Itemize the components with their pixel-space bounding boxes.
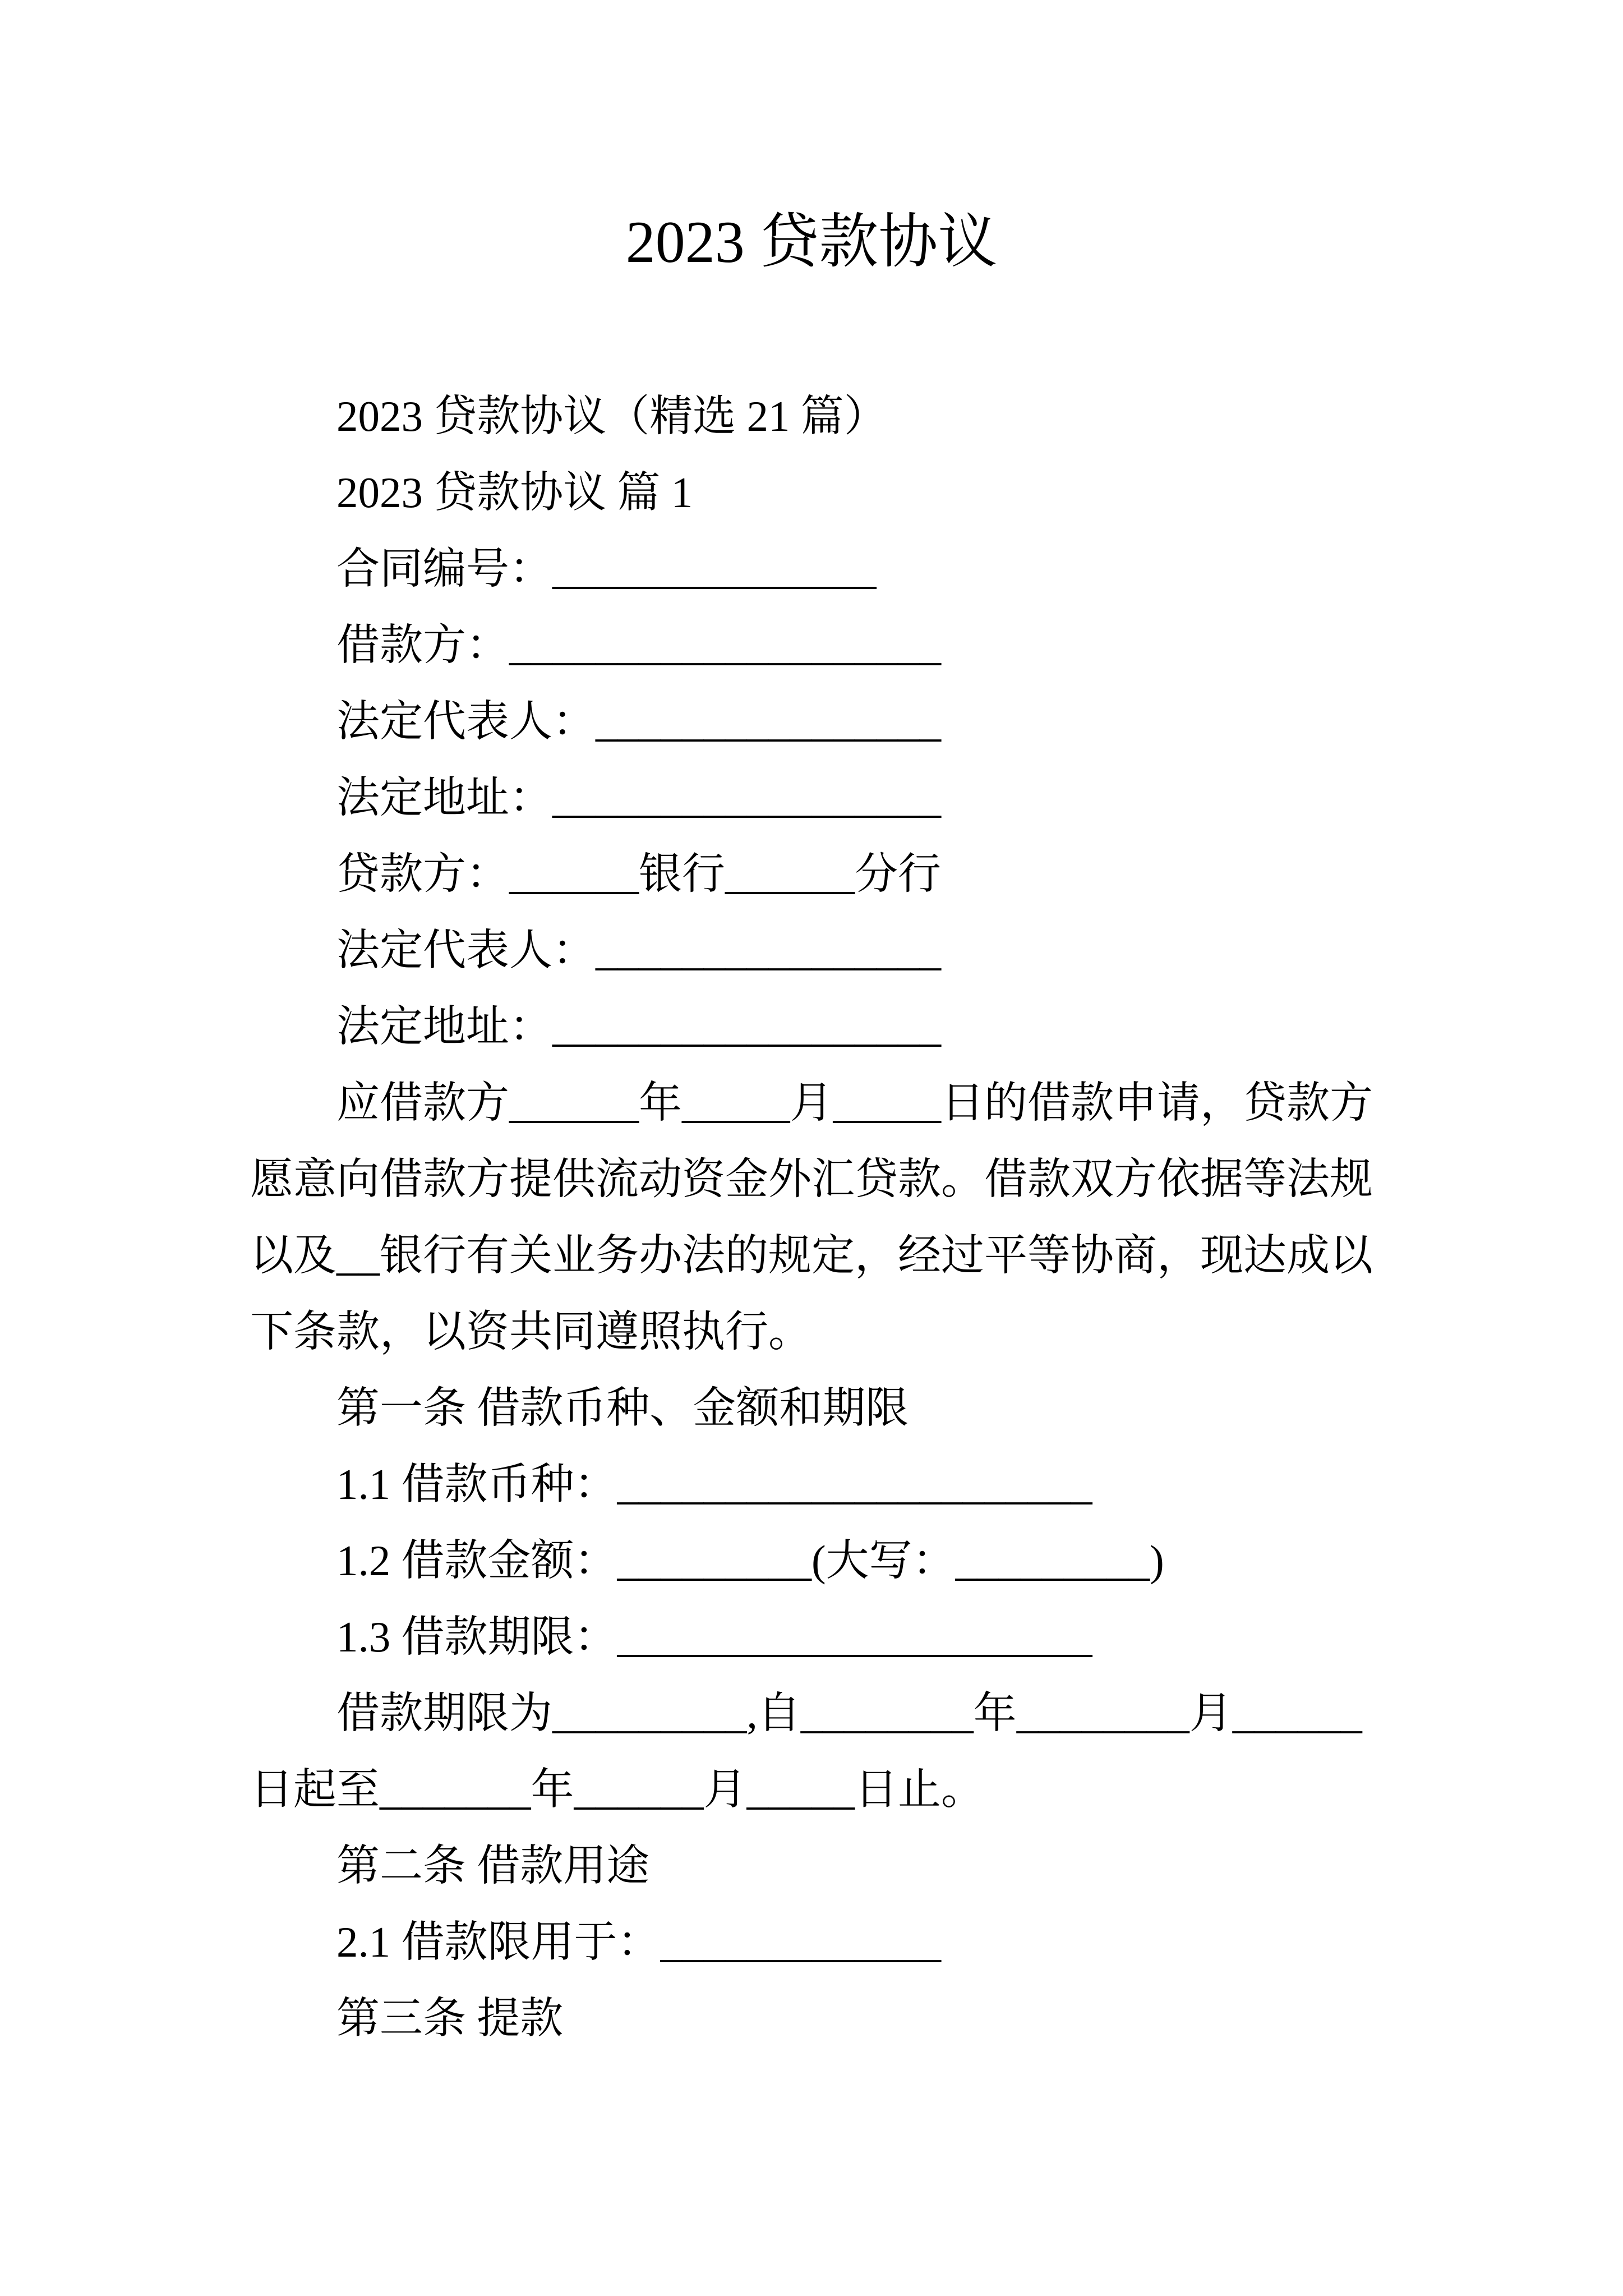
lender-address-field: 法定地址：__________________ — [336, 1002, 941, 1051]
loan-term-paragraph — [250, 1675, 1389, 1828]
document-body — [250, 378, 1389, 2056]
borrower-legal-rep-field: 法定代表人：________________ — [336, 697, 941, 746]
preamble-paragraph — [250, 1065, 1389, 1370]
collection-title: 2023 贷款协议（精选 21 篇） — [336, 392, 887, 440]
loan-term-line: 日起至_______年______月_____日止。 — [250, 1765, 984, 1814]
borrower-field: 借款方：____________________ — [336, 621, 941, 669]
article-1-section — [250, 1370, 1389, 1828]
article-3-heading: 第三条 提款 — [336, 1994, 564, 2042]
contract-number-field: 合同编号：_______________ — [336, 545, 877, 593]
preamble-line: 以及__银行有关业务办法的规定，经过平等协商，现达成以 — [250, 1231, 1373, 1280]
preamble-line: 下条款，以资共同遵照执行。 — [250, 1308, 811, 1356]
preamble-line: 愿意向借款方提供流动资金外汇贷款。借款双方依据等法规 — [250, 1155, 1373, 1203]
article-1-item: 1.3 借款期限：______________________ — [336, 1613, 1092, 1661]
lender-legal-rep-field: 法定代表人：________________ — [336, 926, 941, 974]
preamble-line: 应借款方______年_____月_____日的借款申请，贷款方 — [336, 1079, 1373, 1127]
document-title: 2023 贷款协议 — [625, 209, 998, 275]
article-heading: 2023 贷款协议 篇 1 — [336, 468, 693, 517]
article-2-section — [250, 1828, 1389, 1980]
article-1-heading: 第一条 借款币种、金额和期限 — [336, 1384, 909, 1432]
article-3-section — [250, 1980, 1389, 2056]
borrower-address-field: 法定地址：__________________ — [336, 774, 941, 822]
article-2-item: 2.1 借款限用于：_____________ — [336, 1918, 941, 1966]
lender-field: 贷款方：______银行______分行 — [336, 850, 941, 898]
article-2-heading: 第二条 借款用途 — [336, 1842, 650, 1890]
article-1-item: 1.2 借款金额：_________(大写：_________) — [336, 1536, 1164, 1585]
article-1-item: 1.1 借款币种：______________________ — [336, 1460, 1092, 1508]
loan-term-line: 借款期限为_________,自________年________月______ — [336, 1689, 1362, 1737]
